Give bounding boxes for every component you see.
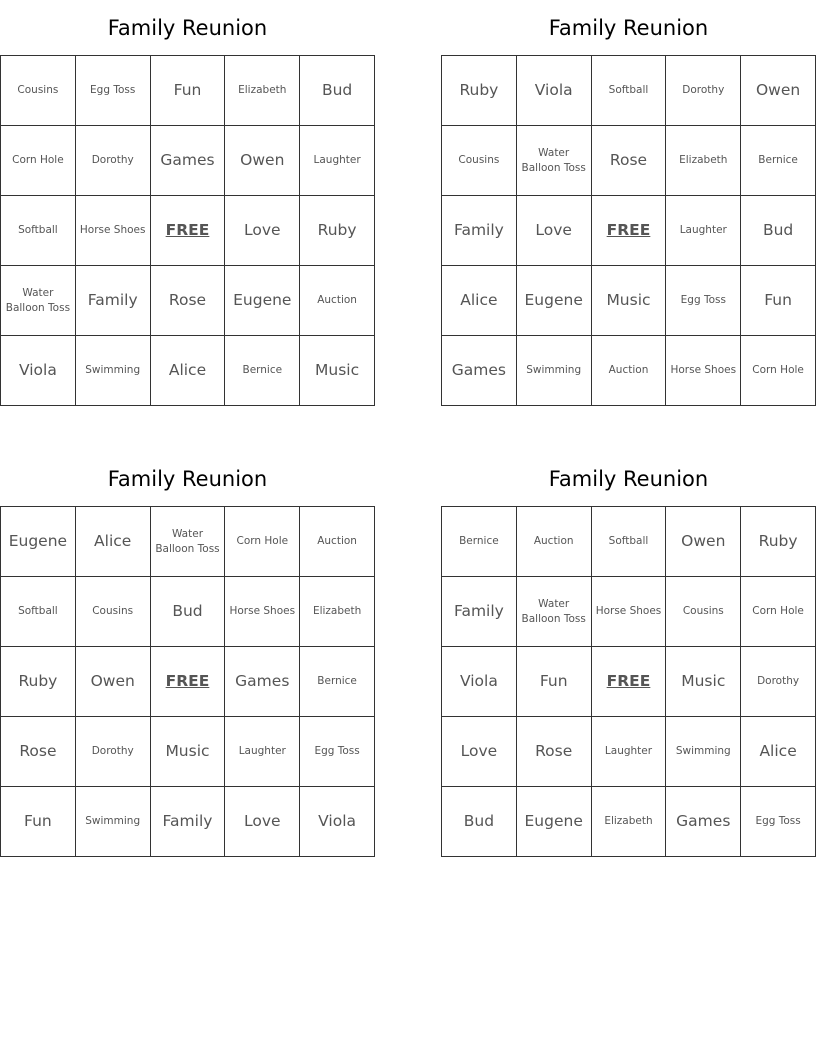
bingo-card-1 xyxy=(0,0,375,406)
bingo-card-3 xyxy=(0,451,375,857)
bingo-grid xyxy=(441,55,816,406)
bingo-cell: Viola xyxy=(517,56,592,126)
bingo-cell: Bernice xyxy=(741,126,816,196)
bingo-cell: Viola xyxy=(1,336,76,406)
bingo-cell: Love xyxy=(517,196,592,266)
bingo-cell: Dorothy xyxy=(76,717,151,787)
bingo-cell: Elizabeth xyxy=(592,787,667,857)
bingo-cell: Owen xyxy=(741,56,816,126)
bingo-cell: Horse Shoes xyxy=(225,577,300,647)
bingo-card-2 xyxy=(441,0,816,406)
bingo-cell: Egg Toss xyxy=(741,787,816,857)
bingo-cell: Bernice xyxy=(442,507,517,577)
bingo-cell: Ruby xyxy=(300,196,375,266)
bingo-cell: Eugene xyxy=(1,507,76,577)
bingo-cell: Water Balloon Toss xyxy=(151,507,226,577)
bingo-cell: Egg Toss xyxy=(666,266,741,336)
bingo-cell: Bud xyxy=(300,56,375,126)
bingo-cell: Laughter xyxy=(225,717,300,787)
bingo-cell: Cousins xyxy=(666,577,741,647)
bingo-cell: Egg Toss xyxy=(300,717,375,787)
bingo-cell: Viola xyxy=(300,787,375,857)
bingo-cell: Family xyxy=(442,196,517,266)
bingo-cell: Laughter xyxy=(666,196,741,266)
bingo-cell: Games xyxy=(151,126,226,196)
bingo-cell: Dorothy xyxy=(76,126,151,196)
bingo-cell: Bud xyxy=(442,787,517,857)
bingo-cell: Viola xyxy=(442,647,517,717)
bingo-card-4 xyxy=(441,451,816,857)
bingo-cell: Horse Shoes xyxy=(592,577,667,647)
bingo-cell: Ruby xyxy=(442,56,517,126)
bingo-cell: Eugene xyxy=(225,266,300,336)
bingo-cell: Owen xyxy=(76,647,151,717)
bingo-cell: Fun xyxy=(1,787,76,857)
bingo-cell: Eugene xyxy=(517,787,592,857)
bingo-cell: Cousins xyxy=(76,577,151,647)
bingo-cell: Auction xyxy=(300,266,375,336)
bingo-cell: Family xyxy=(76,266,151,336)
bingo-cell: Music xyxy=(300,336,375,406)
bingo-cell: Family xyxy=(442,577,517,647)
bingo-grid xyxy=(0,506,375,857)
bingo-cell: Water Balloon Toss xyxy=(517,126,592,196)
bingo-cell: Music xyxy=(592,266,667,336)
card-title: Family Reunion xyxy=(548,467,709,491)
bingo-cell: Ruby xyxy=(1,647,76,717)
bingo-cell: Love xyxy=(442,717,517,787)
bingo-cell: Owen xyxy=(666,507,741,577)
bingo-cell: Fun xyxy=(517,647,592,717)
bingo-cell: Softball xyxy=(592,56,667,126)
bingo-cell: Alice xyxy=(442,266,517,336)
bingo-cell: Fun xyxy=(151,56,226,126)
bingo-cell: Music xyxy=(151,717,226,787)
bingo-cell: Laughter xyxy=(592,717,667,787)
bingo-cell: Bud xyxy=(741,196,816,266)
bingo-cell: Corn Hole xyxy=(225,507,300,577)
bingo-cell: Alice xyxy=(151,336,226,406)
bingo-cell: Rose xyxy=(151,266,226,336)
bingo-grid xyxy=(441,506,816,857)
bingo-cell: Rose xyxy=(1,717,76,787)
bingo-cell: Horse Shoes xyxy=(76,196,151,266)
free-space-cell: FREE xyxy=(592,647,667,717)
bingo-cell: Water Balloon Toss xyxy=(517,577,592,647)
bingo-cell: Laughter xyxy=(300,126,375,196)
bingo-cell: Fun xyxy=(741,266,816,336)
bingo-cell: Corn Hole xyxy=(741,336,816,406)
bingo-cell: Auction xyxy=(592,336,667,406)
bingo-cell: Bernice xyxy=(300,647,375,717)
bingo-cell: Softball xyxy=(592,507,667,577)
bingo-cell: Love xyxy=(225,196,300,266)
bingo-cell: Auction xyxy=(517,507,592,577)
bingo-cell: Elizabeth xyxy=(666,126,741,196)
bingo-cell: Alice xyxy=(741,717,816,787)
bingo-cell: Games xyxy=(225,647,300,717)
bingo-cell: Dorothy xyxy=(666,56,741,126)
bingo-cell: Egg Toss xyxy=(76,56,151,126)
bingo-cell: Swimming xyxy=(517,336,592,406)
bingo-cell: Swimming xyxy=(76,787,151,857)
bingo-cell: Swimming xyxy=(666,717,741,787)
bingo-cell: Elizabeth xyxy=(225,56,300,126)
free-space-cell: FREE xyxy=(592,196,667,266)
bingo-cell: Eugene xyxy=(517,266,592,336)
bingo-cell: Music xyxy=(666,647,741,717)
bingo-cell: Softball xyxy=(1,577,76,647)
bingo-cell: Cousins xyxy=(1,56,76,126)
bingo-cell: Swimming xyxy=(76,336,151,406)
bingo-cell: Bernice xyxy=(225,336,300,406)
bingo-cell: Softball xyxy=(1,196,76,266)
card-title: Family Reunion xyxy=(107,467,268,491)
bingo-cell: Auction xyxy=(300,507,375,577)
bingo-cell: Bud xyxy=(151,577,226,647)
bingo-cell: Cousins xyxy=(442,126,517,196)
bingo-cell: Rose xyxy=(517,717,592,787)
bingo-cell: Ruby xyxy=(741,507,816,577)
bingo-cell: Games xyxy=(666,787,741,857)
bingo-cell: Love xyxy=(225,787,300,857)
card-title: Family Reunion xyxy=(548,16,709,40)
free-space-cell: FREE xyxy=(151,196,226,266)
bingo-grid xyxy=(0,55,375,406)
bingo-cell: Rose xyxy=(592,126,667,196)
bingo-cell: Alice xyxy=(76,507,151,577)
free-space-cell: FREE xyxy=(151,647,226,717)
bingo-cell: Water Balloon Toss xyxy=(1,266,76,336)
bingo-cell: Horse Shoes xyxy=(666,336,741,406)
bingo-cell: Elizabeth xyxy=(300,577,375,647)
bingo-cell: Corn Hole xyxy=(741,577,816,647)
bingo-cell: Family xyxy=(151,787,226,857)
bingo-cell: Games xyxy=(442,336,517,406)
bingo-cell: Corn Hole xyxy=(1,126,76,196)
card-title: Family Reunion xyxy=(107,16,268,40)
bingo-cell: Dorothy xyxy=(741,647,816,717)
bingo-cell: Owen xyxy=(225,126,300,196)
